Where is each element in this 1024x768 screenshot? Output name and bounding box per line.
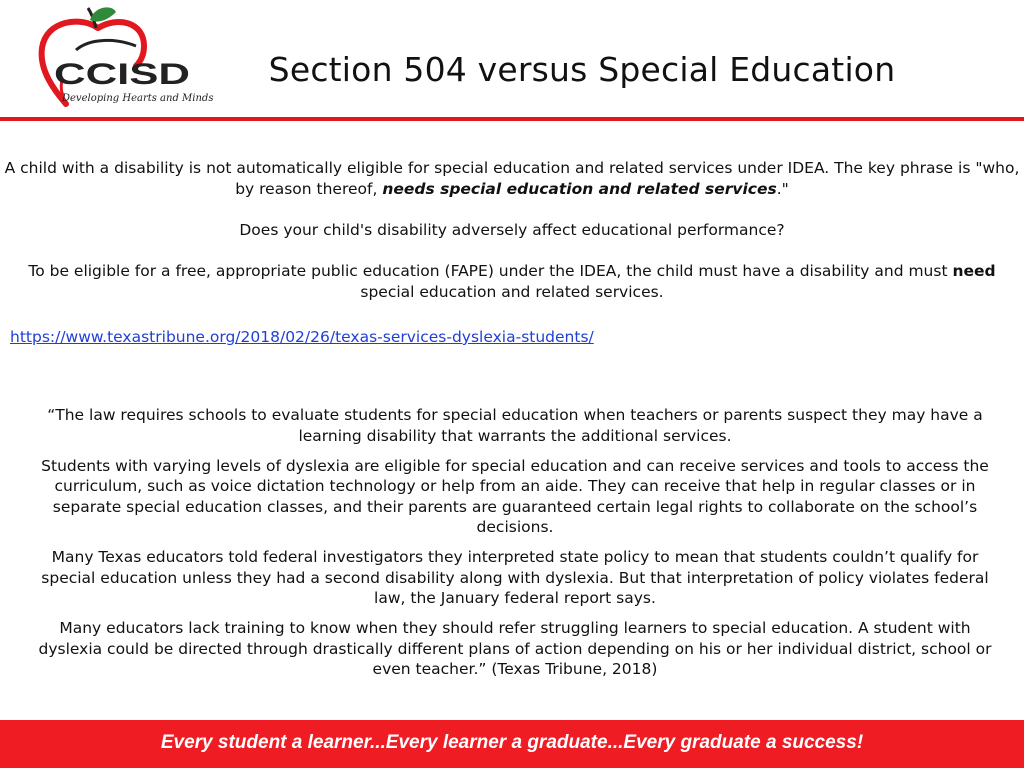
intro-paragraph-key-phrase: A child with a disability is not automatically eligible for special education and related services under IDEA. The key phrase is "who, by reason thereof, needs special education and related services." [4,159,1020,198]
footer-slogan: Every student a learner...Every learner a graduate...Every graduate a success! [160,732,864,753]
header-divider [0,117,1024,121]
quote-paragraph: Students with varying levels of dyslexia are eligible for special education and can receive services and tools to access the curriculum, such as voice dictation technology or help from an aide. They can receive that help in regular classes or in separate special education classes, and their parents are guaranteed certain legal rights to collaborate on the school’s decisions. [41,456,989,536]
svg-text:Developing Hearts and Minds: Developing Hearts and Minds [62,93,214,104]
quote-paragraph: Many educators lack training to know when they should refer struggling learners to special education. A student with dyslexia could be directed through drastically different plans of action depending on his or her individual district, school or even teacher.” (Texas Tribune, 2018) [38,619,992,678]
quote-paragraph: Many Texas educators told federal investigators they interpreted state policy to mean that students couldn’t qualify for special education unless they had a second disability along with dyslexia. But that interpretation of policy violates federal law, the January federal report says. [41,548,989,607]
intro-paragraph-fape: To be eligible for a free, appropriate public education (FAPE) under the IDEA, the child must have a disability and must need special education and related services. [28,262,996,301]
quote-paragraph: “The law requires schools to evaluate students for special education when teachers or parents suspect they may have a learning disability that warrants the additional services. [47,406,983,445]
texas-tribune-link[interactable]: https://www.texastribune.org/2018/02/26/texas-services-dyslexia-students/ [10,328,594,346]
page-title: Section 504 versus Special Education [268,50,896,90]
intro-section [0,158,1024,323]
key-phrase-emphasis: needs special education and related services [382,180,777,198]
quote-section [30,405,1000,689]
ccisd-logo [36,6,214,112]
need-emphasis: need [952,262,996,280]
intro-paragraph-question: Does your child's disability adversely affect educational performance? [239,221,785,239]
svg-text:CCISD: CCISD [54,58,190,91]
